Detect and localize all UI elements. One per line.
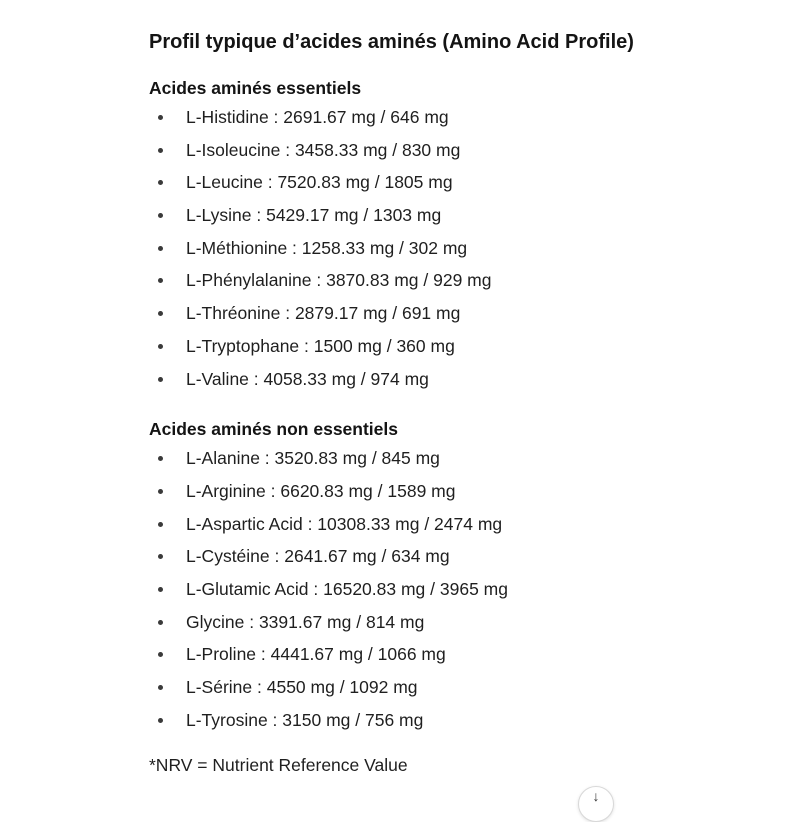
list-item-text: L-Arginine : 6620.83 mg / 1589 mg bbox=[186, 480, 456, 501]
list-item bbox=[149, 330, 769, 363]
list-item bbox=[149, 638, 769, 671]
non-essential-amino-acid-list bbox=[149, 442, 769, 736]
page-title: Profil typique d’acides aminés (Amino Acid Profile) bbox=[149, 31, 634, 53]
bullet-icon bbox=[158, 278, 163, 283]
list-item-text: L-Sérine : 4550 mg / 1092 mg bbox=[186, 677, 418, 697]
section-heading-non-essential: Acides aminés non essentiels bbox=[149, 419, 398, 440]
non-essential-amino-acids-section bbox=[149, 417, 769, 736]
arrow-down-icon: ↓ bbox=[592, 788, 600, 804]
list-item-text: L-Tyrosine : 3150 mg / 756 mg bbox=[186, 709, 424, 730]
bullet-icon bbox=[158, 489, 163, 494]
list-item-text: L-Cystéine : 2641.67 mg / 634 mg bbox=[186, 546, 450, 567]
list-item-text: L-Lysine : 5429.17 mg / 1303 mg bbox=[186, 205, 442, 226]
bullet-icon bbox=[158, 377, 163, 382]
bullet-icon bbox=[158, 620, 163, 625]
document-content bbox=[149, 28, 769, 777]
essential-amino-acids-section bbox=[149, 76, 769, 395]
list-item bbox=[149, 264, 769, 297]
bullet-icon bbox=[158, 652, 163, 657]
list-item-text: L-Tryptophane : 1500 mg / 360 mg bbox=[186, 335, 455, 356]
bullet-icon bbox=[158, 180, 163, 185]
bullet-icon bbox=[158, 522, 163, 527]
bullet-icon bbox=[158, 311, 163, 316]
list-item-text: L-Glutamic Acid : 16520.83 mg / 3965 mg bbox=[186, 578, 508, 599]
list-item-text: L-Aspartic Acid : 10308.33 mg / 2474 mg bbox=[186, 513, 503, 534]
list-item bbox=[149, 101, 769, 134]
list-item-text: L-Alanine : 3520.83 mg / 845 mg bbox=[186, 448, 440, 469]
list-item-text: L-Phénylalanine : 3870.83 mg / 929 mg bbox=[186, 270, 492, 291]
bullet-icon bbox=[158, 685, 163, 690]
list-item bbox=[149, 573, 769, 606]
scroll-down-button[interactable] bbox=[578, 786, 614, 822]
section-heading-essential: Acides aminés essentiels bbox=[149, 78, 362, 98]
list-item-text: L-Thréonine : 2879.17 mg / 691 mg bbox=[186, 303, 461, 324]
list-item bbox=[149, 508, 769, 541]
bullet-icon bbox=[158, 213, 163, 218]
bullet-icon bbox=[158, 246, 163, 251]
list-item-text: L-Proline : 4441.67 mg / 1066 mg bbox=[186, 644, 446, 665]
bullet-icon bbox=[158, 554, 163, 559]
list-item bbox=[149, 442, 769, 475]
list-item-text: L-Leucine : 7520.83 mg / 1805 mg bbox=[186, 172, 453, 193]
list-item bbox=[149, 134, 769, 167]
list-item bbox=[149, 475, 769, 508]
list-item bbox=[149, 297, 769, 330]
list-item bbox=[149, 363, 769, 396]
list-item-text: L-Valine : 4058.33 mg / 974 mg bbox=[186, 368, 429, 389]
list-item bbox=[149, 166, 769, 199]
list-item bbox=[149, 199, 769, 232]
bullet-icon bbox=[158, 587, 163, 592]
essential-amino-acid-list bbox=[149, 101, 769, 395]
list-item bbox=[149, 232, 769, 265]
list-item-text: L-Méthionine : 1258.33 mg / 302 mg bbox=[186, 237, 468, 258]
footnote: *NRV = Nutrient Reference Value bbox=[149, 755, 408, 776]
list-item-text: L-Isoleucine : 3458.33 mg / 830 mg bbox=[186, 139, 461, 160]
bullet-icon bbox=[158, 148, 163, 153]
list-item bbox=[149, 671, 769, 704]
bullet-icon bbox=[158, 718, 163, 723]
list-item-text: L-Histidine : 2691.67 mg / 646 mg bbox=[186, 107, 449, 127]
bullet-icon bbox=[158, 456, 163, 461]
list-item-text: Glycine : 3391.67 mg / 814 mg bbox=[186, 611, 425, 632]
list-item bbox=[149, 704, 769, 737]
bullet-icon bbox=[158, 115, 163, 120]
bullet-icon bbox=[158, 344, 163, 349]
list-item bbox=[149, 540, 769, 573]
list-item bbox=[149, 606, 769, 639]
